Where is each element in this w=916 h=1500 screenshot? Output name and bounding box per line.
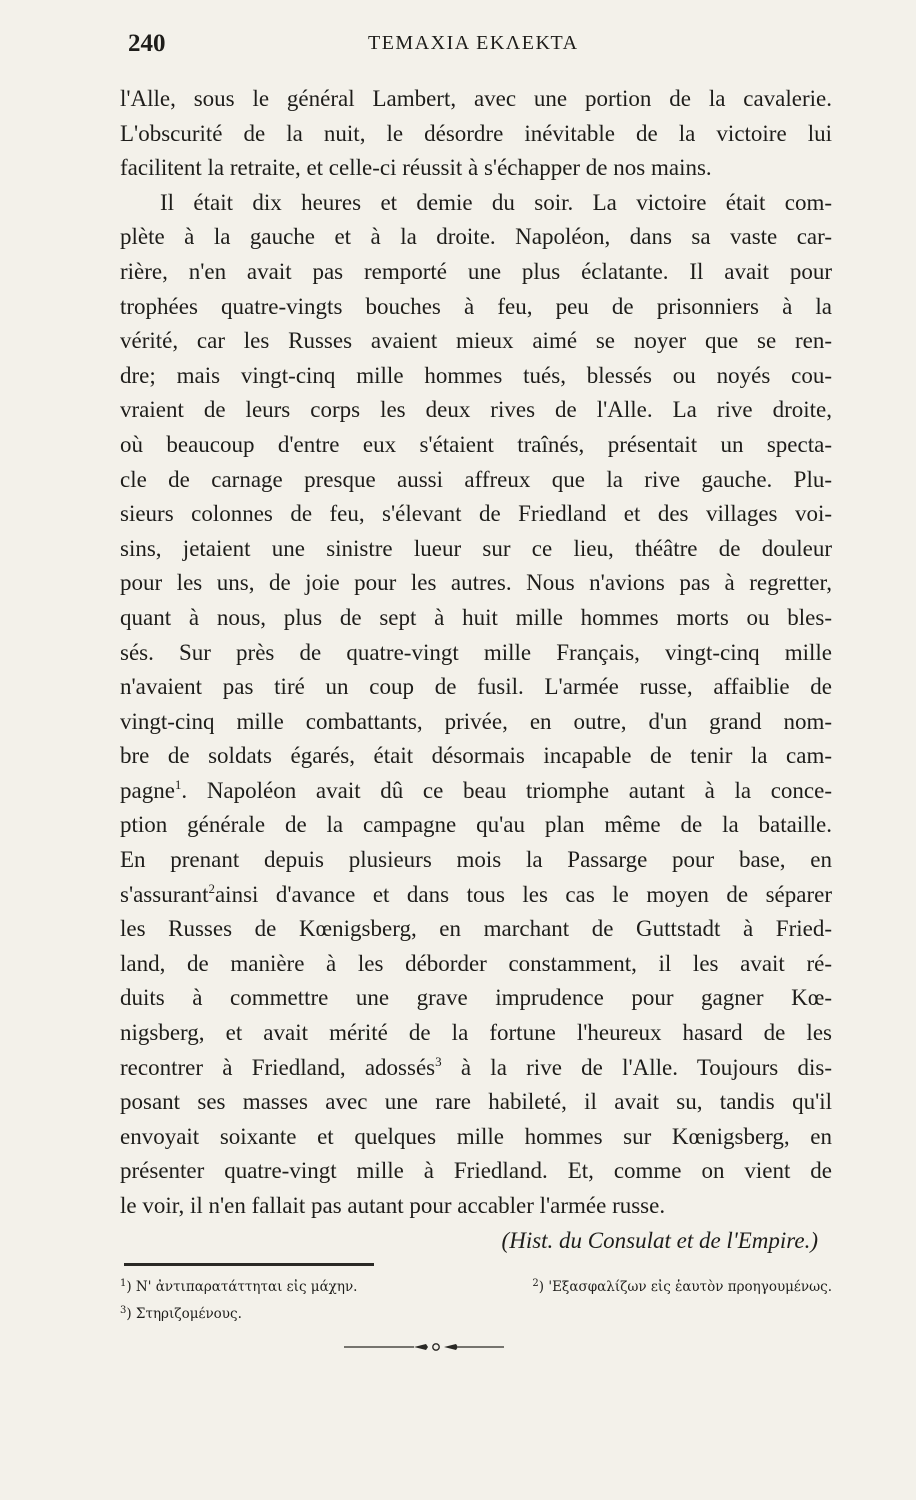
footnote-ref: 3 bbox=[435, 1053, 442, 1069]
text-line: sieurs colonnes de feu, s'élevant de Friedland et des villages voi- bbox=[120, 501, 832, 527]
text-line: trophées quatre-vingts bouches à feu, peu de prisonniers à la bbox=[120, 293, 832, 319]
footnote-ref: 2 bbox=[208, 880, 215, 896]
text-line: bre de soldats égarés, était désormais incapable de tenir la cam- bbox=[120, 743, 832, 769]
text-line bbox=[120, 878, 832, 913]
body-text bbox=[120, 82, 832, 1258]
footnote-text: ) Ν' ἀντιπαρατάττηται εἰς μάχην. bbox=[126, 1279, 358, 1295]
footnotes bbox=[120, 1274, 832, 1328]
text-line: En prenant depuis plusieurs mois la Passarge pour base, en bbox=[120, 847, 832, 873]
footnote-marker: 3 bbox=[120, 1305, 127, 1316]
footnote-2 bbox=[532, 1274, 832, 1301]
page-number: 240 bbox=[128, 30, 166, 57]
footnote-text: ) 'Εξασφαλίζων εἰς ἑαυτὸν προηγουμένως. bbox=[538, 1279, 832, 1295]
text-line bbox=[120, 774, 832, 809]
text-line: l'Alle, sous le général Lambert, avec une portion de la cavalerie. bbox=[120, 86, 832, 111]
text-line: cle de carnage presque aussi affreux que la rive gauche. Plu- bbox=[120, 466, 832, 492]
text-line: envoyait soixante et quelques mille hommes sur Kœnigsberg, en bbox=[120, 1123, 832, 1149]
text-line: rière, n'en avait pas remporté une plus éclatante. Il avait pour bbox=[120, 258, 832, 284]
running-title: ΤΕΜΑΧΙΑ ΕΚΛΕΚΤΑ bbox=[368, 32, 579, 54]
text-line: facilitent la retraite, et celle-ci réussit à s'échapper de nos mains. bbox=[120, 155, 712, 181]
footnote-3 bbox=[120, 1301, 242, 1328]
line-text: ainsi d'avance et dans tous les cas le moyen de séparer bbox=[214, 881, 832, 907]
footnote-marker: 2 bbox=[532, 1278, 539, 1289]
text-line: le voir, il n'en fallait pas autant pour accabler l'armée russe. bbox=[120, 1193, 666, 1218]
text-line: ption générale de la campagne qu'au plan même de la bataille. bbox=[120, 812, 832, 838]
text-line: dre; mais vingt-cinq mille hommes tués, blessés ou noyés cou- bbox=[120, 362, 832, 388]
text-line: Il était dix heures et demie du soir. La victoire était com- bbox=[160, 189, 832, 215]
page-header bbox=[128, 30, 828, 64]
text-line: vérité, car les Russes avaient mieux aimé se noyer que se ren- bbox=[120, 328, 832, 354]
text-line: où beaucoup d'entre eux s'étaient traînés, présentait un specta- bbox=[120, 431, 832, 457]
line-text: . Napoléon avait dû ce beau triomphe autant à la conce- bbox=[181, 777, 832, 803]
footnote-row bbox=[120, 1301, 832, 1328]
text-line: sins, jetaient une sinistre lueur sur ce lieu, théâtre de douleur bbox=[120, 535, 832, 561]
footnote-ref: 1 bbox=[174, 776, 182, 792]
footnote-marker: 1 bbox=[120, 1278, 127, 1289]
text-line: nigsberg, et avait mérité de la fortune l'heureux hasard de les bbox=[120, 1020, 832, 1046]
text-line: duits à commettre une grave imprudence pour gagner Kœ- bbox=[120, 985, 832, 1011]
text-line: L'obscurité de la nuit, le désordre inévitable de la victoire lui bbox=[120, 120, 832, 146]
text-line: présenter quatre-vingt mille à Friedland. Et, comme on vient de bbox=[120, 1158, 832, 1184]
line-text: recontrer à Friedland, adossés bbox=[120, 1054, 436, 1080]
text-line bbox=[120, 1051, 832, 1086]
footnote-1 bbox=[120, 1274, 357, 1301]
text-line: vingt-cinq mille combattants, privée, en outre, d'un grand nom- bbox=[120, 708, 832, 734]
text-line: land, de manière à les déborder constamment, il les avait ré- bbox=[120, 950, 832, 976]
text-line: pour les uns, de joie pour les autres. Nous n'avions pas à regretter, bbox=[120, 570, 832, 596]
footnote-row bbox=[120, 1274, 832, 1301]
text-line: n'avaient pas tiré un coup de fusil. L'armée russe, affaiblie de bbox=[120, 674, 832, 700]
line-text: s'assurant bbox=[120, 881, 209, 907]
text-line: plète à la gauche et à la droite. Napoléon, dans sa vaste car- bbox=[120, 224, 832, 250]
source-attribution: (Hist. du Consulat et de l'Empire.) bbox=[501, 1227, 818, 1253]
text-line: vraient de leurs corps les deux rives de l'Alle. La rive droite, bbox=[120, 397, 832, 423]
text-line: posant ses masses avec une rare habileté, il avait su, tandis qu'il bbox=[120, 1089, 832, 1115]
line-text: pagne bbox=[120, 777, 175, 803]
text-line: les Russes de Kœnigsberg, en marchant de Guttstadt à Fried- bbox=[120, 916, 832, 942]
text-line: sés. Sur près de quatre-vingt mille Français, vingt-cinq mille bbox=[120, 639, 832, 665]
footnote-text: ) Στηριζομένους. bbox=[126, 1306, 242, 1322]
line-text: à la rive de l'Alle. Toujours dis- bbox=[441, 1054, 832, 1080]
ornament-divider bbox=[344, 1340, 504, 1354]
text-line: quant à nous, plus de sept à huit mille hommes morts ou bles- bbox=[120, 604, 832, 630]
footnote-separator bbox=[124, 1263, 374, 1266]
